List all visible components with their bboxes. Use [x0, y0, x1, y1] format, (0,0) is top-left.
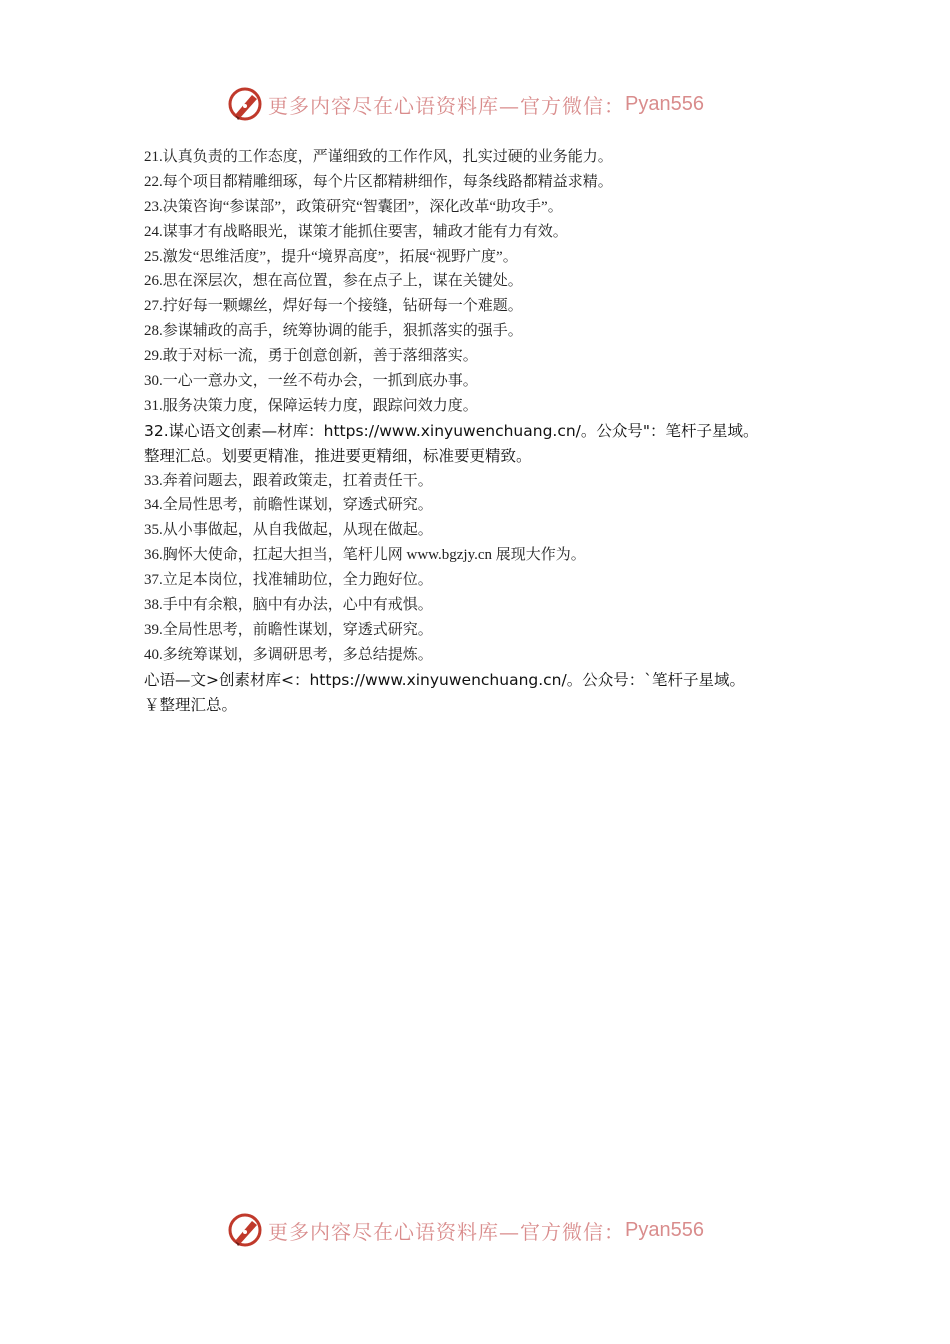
- list-item: 26.思在深层次，想在高位置，参在点子上，谋在关键处。: [144, 273, 523, 290]
- list-item: 38.手中有余粮，脑中有办法，心中有戒惧。: [144, 597, 433, 614]
- footer-banner-id: Pyan556: [625, 1218, 704, 1241]
- list-item: 22.每个项目都精雕细琢，每个片区都精耕细作，每条线路都精益求精。: [144, 173, 613, 190]
- list-item: 37.立足本岗位，找准辅助位，全力跑好位。: [144, 572, 433, 589]
- list-item: 27.拧好每一颗螺丝，焊好每一个接缝，钻研每一个难题。: [144, 298, 523, 315]
- list-item: 23.决策咨询“参谋部”，政策研究“智囊团”，深化改革“助攻手”。: [144, 198, 563, 215]
- pen-logo-icon: [226, 1211, 264, 1249]
- list-item-watermark: 整理汇总。划要更精准，推进要更精细，标准要更精致。: [144, 446, 532, 465]
- header-banner-text: 更多内容尽在心语资料库—官方微信：: [268, 93, 625, 118]
- header-banner: [226, 84, 746, 124]
- list-item-watermark: ￥整理汇总。: [144, 695, 238, 714]
- list-item: 25.激发“思维活度”，提升“境界高度”，拓展“视野广度”。: [144, 248, 518, 265]
- list-item: 33.奔着问题去，跟着政策走，扛着责任干。: [144, 472, 433, 489]
- list-item: 40.多统筹谋划，多调研思考，多总结提炼。: [144, 646, 433, 663]
- footer-banner-text: 更多内容尽在心语资料库—官方微信：: [268, 1219, 625, 1244]
- header-banner-id: Pyan556: [625, 92, 704, 115]
- list-item: 28.参谋辅政的高手，统筹协调的能手，狠抓落实的强手。: [144, 323, 523, 340]
- list-item: 31.服务决策力度，保障运转力度，跟踪问效力度。: [144, 397, 478, 414]
- list-item: 34.全局性思考，前瞻性谋划，穿透式研究。: [144, 497, 433, 514]
- list-item: 39.全局性思考，前瞻性谋划，穿透式研究。: [144, 621, 433, 638]
- footer-banner: [226, 1210, 746, 1250]
- document-body: [144, 145, 844, 717]
- list-item: 30.一心一意办文，一丝不苟办会，一抓到底办事。: [144, 373, 478, 390]
- list-item: 24.谋事才有战略眼光，谋策才能抓住要害，辅政才能有力有效。: [144, 223, 568, 240]
- pen-logo-icon: [226, 85, 264, 123]
- list-item: 29.敢于对标一流，勇于创意创新，善于落细落实。: [144, 348, 478, 365]
- list-item: 21.认真负责的工作态度，严谨细致的工作作风，扎实过硬的业务能力。: [144, 149, 613, 165]
- list-item: 35.从小事做起，从自我做起，从现在做起。: [144, 522, 433, 539]
- list-item: 36.胸怀大使命，扛起大担当，笔杆儿网 www.bgzjy.cn 展现大作为。: [144, 547, 586, 564]
- list-item-watermark: 32.谋心语文创素—材库：https://www.xinyuwenchuang.cn/。公众号"：笔杆子星域。: [144, 421, 759, 440]
- list-item-watermark: 心语—文>创素材库<：https://www.xinyuwenchuang.cn/。公众号：`笔杆子星域。: [144, 670, 745, 689]
